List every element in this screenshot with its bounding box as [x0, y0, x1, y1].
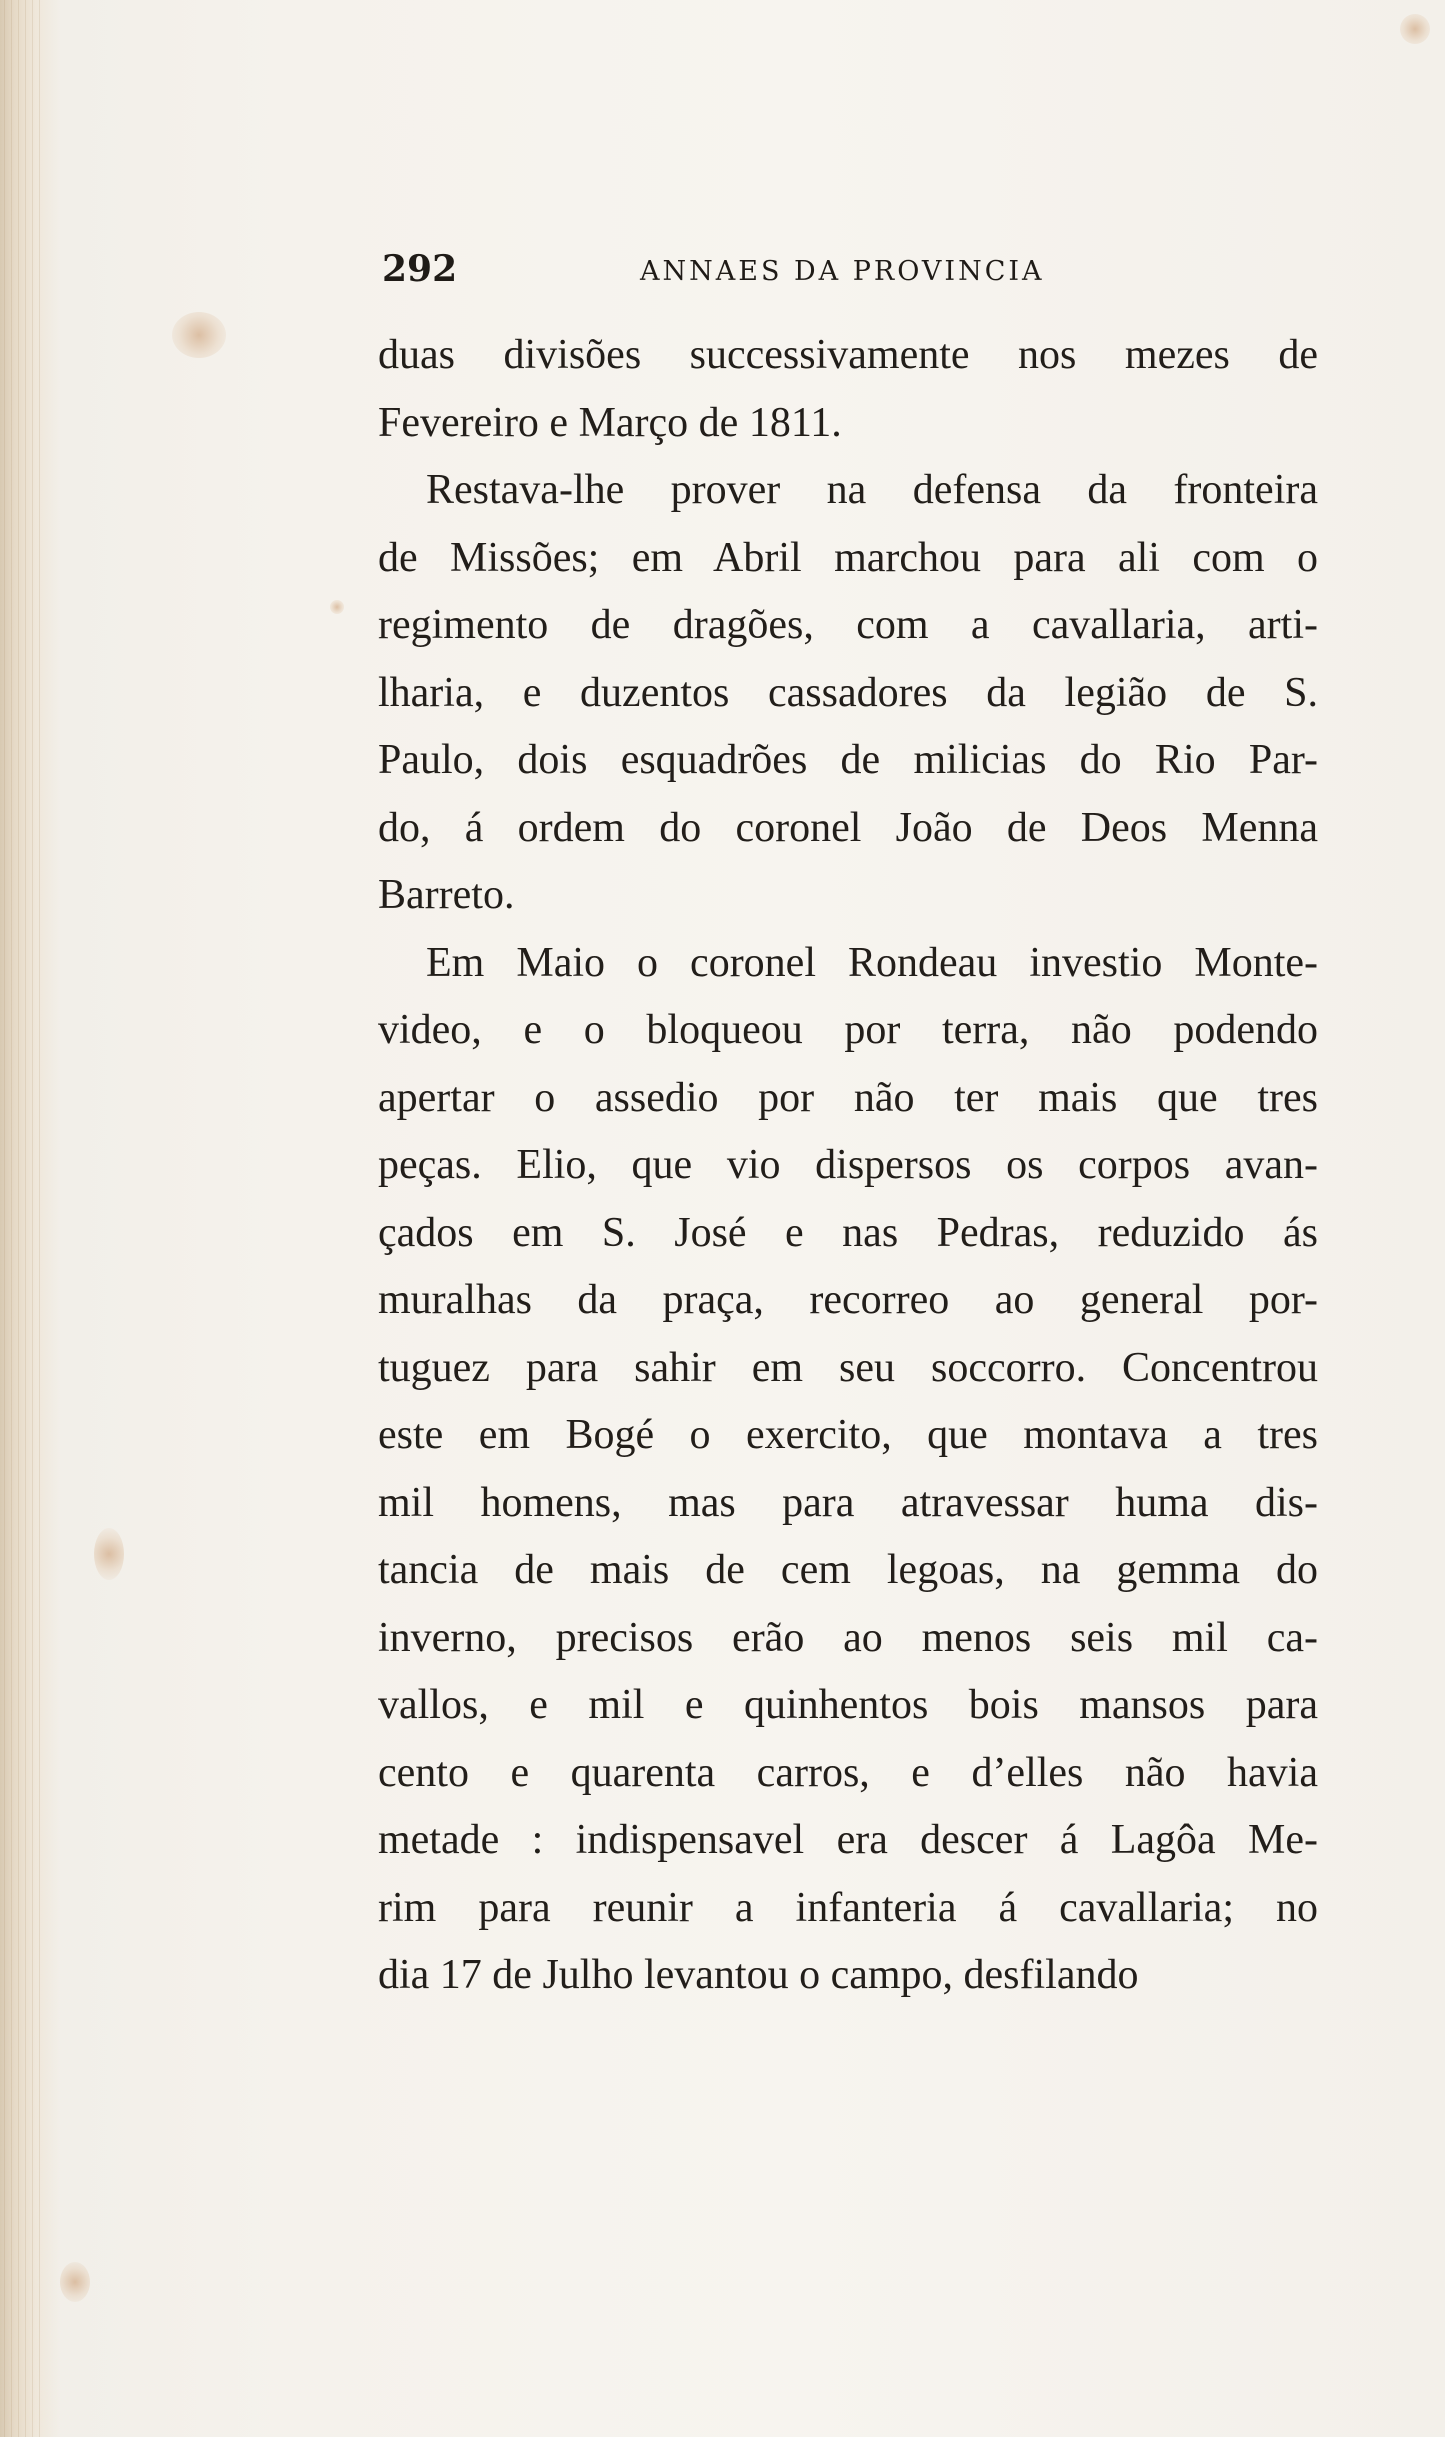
foxing-stain [1400, 14, 1430, 44]
text-line: Fevereiro e Março de 1811. [378, 399, 842, 446]
text-line: cento e quarenta carros, e d’elles não havia [378, 1749, 1318, 1796]
text-line: peças. Elio, que vio dispersos os corpos avan- [378, 1142, 1318, 1188]
text-line-content: Restava-lhe prover na defensa da fronteira [426, 467, 1318, 513]
text-line: duas divisões successivamente nos mezes de [378, 332, 1318, 378]
text-line: tuguez para sahir em seu soccorro. Concentrou [378, 1344, 1318, 1391]
foxing-stain [172, 312, 226, 358]
foxing-stain [94, 1528, 124, 1580]
paragraph [378, 930, 1318, 2010]
text-line: de Missões; em Abril marchou para ali com o [378, 534, 1318, 581]
text-line [378, 930, 1318, 998]
text-line: muralhas da praça, recorreo ao general por- [378, 1277, 1318, 1323]
paragraph [378, 457, 1318, 930]
page-number: 292 [382, 248, 458, 290]
text-line: rim para reunir a infanteria á cavallaria; no [378, 1884, 1318, 1931]
body-text [378, 322, 1318, 2010]
text-line: dia 17 de Julho levantou o campo, desfilando [378, 1952, 1139, 1998]
text-line: Barreto. [378, 872, 515, 918]
paragraph [378, 322, 1318, 457]
text-line: mil homens, mas para atravessar huma dis- [378, 1479, 1318, 1526]
text-line [378, 457, 1318, 525]
text-line-content: Em Maio o coronel Rondeau investio Monte- [426, 939, 1318, 986]
text-line: regimento de dragões, com a cavallaria, arti- [378, 602, 1318, 648]
text-line: do, á ordem do coronel João de Deos Menna [378, 804, 1318, 851]
text-line: video, e o bloqueou por terra, não podendo [378, 1007, 1318, 1053]
text-line: çados em S. José e nas Pedras, reduzido ás [378, 1209, 1318, 1256]
text-line: Paulo, dois esquadrões de milicias do Rio Par- [378, 737, 1318, 783]
text-line: vallos, e mil e quinhentos bois mansos para [378, 1682, 1318, 1728]
foxing-stain [330, 600, 344, 614]
text-line: tancia de mais de cem legoas, na gemma do [378, 1547, 1318, 1593]
running-title: ANNAES DA PROVINCIA [640, 256, 1045, 287]
foxing-stain [60, 2262, 90, 2302]
text-line: metade : indispensavel era descer á Lagôa Me- [378, 1817, 1318, 1863]
text-line: apertar o assedio por não ter mais que tres [378, 1074, 1318, 1121]
text-line: este em Bogé o exercito, que montava a tres [378, 1412, 1318, 1458]
page-header [382, 248, 1322, 298]
text-line: inverno, precisos erão ao menos seis mil ca- [378, 1614, 1318, 1661]
text-line: lharia, e duzentos cassadores da legião de S. [378, 669, 1318, 716]
stacked-page-edges [4, 0, 44, 2437]
